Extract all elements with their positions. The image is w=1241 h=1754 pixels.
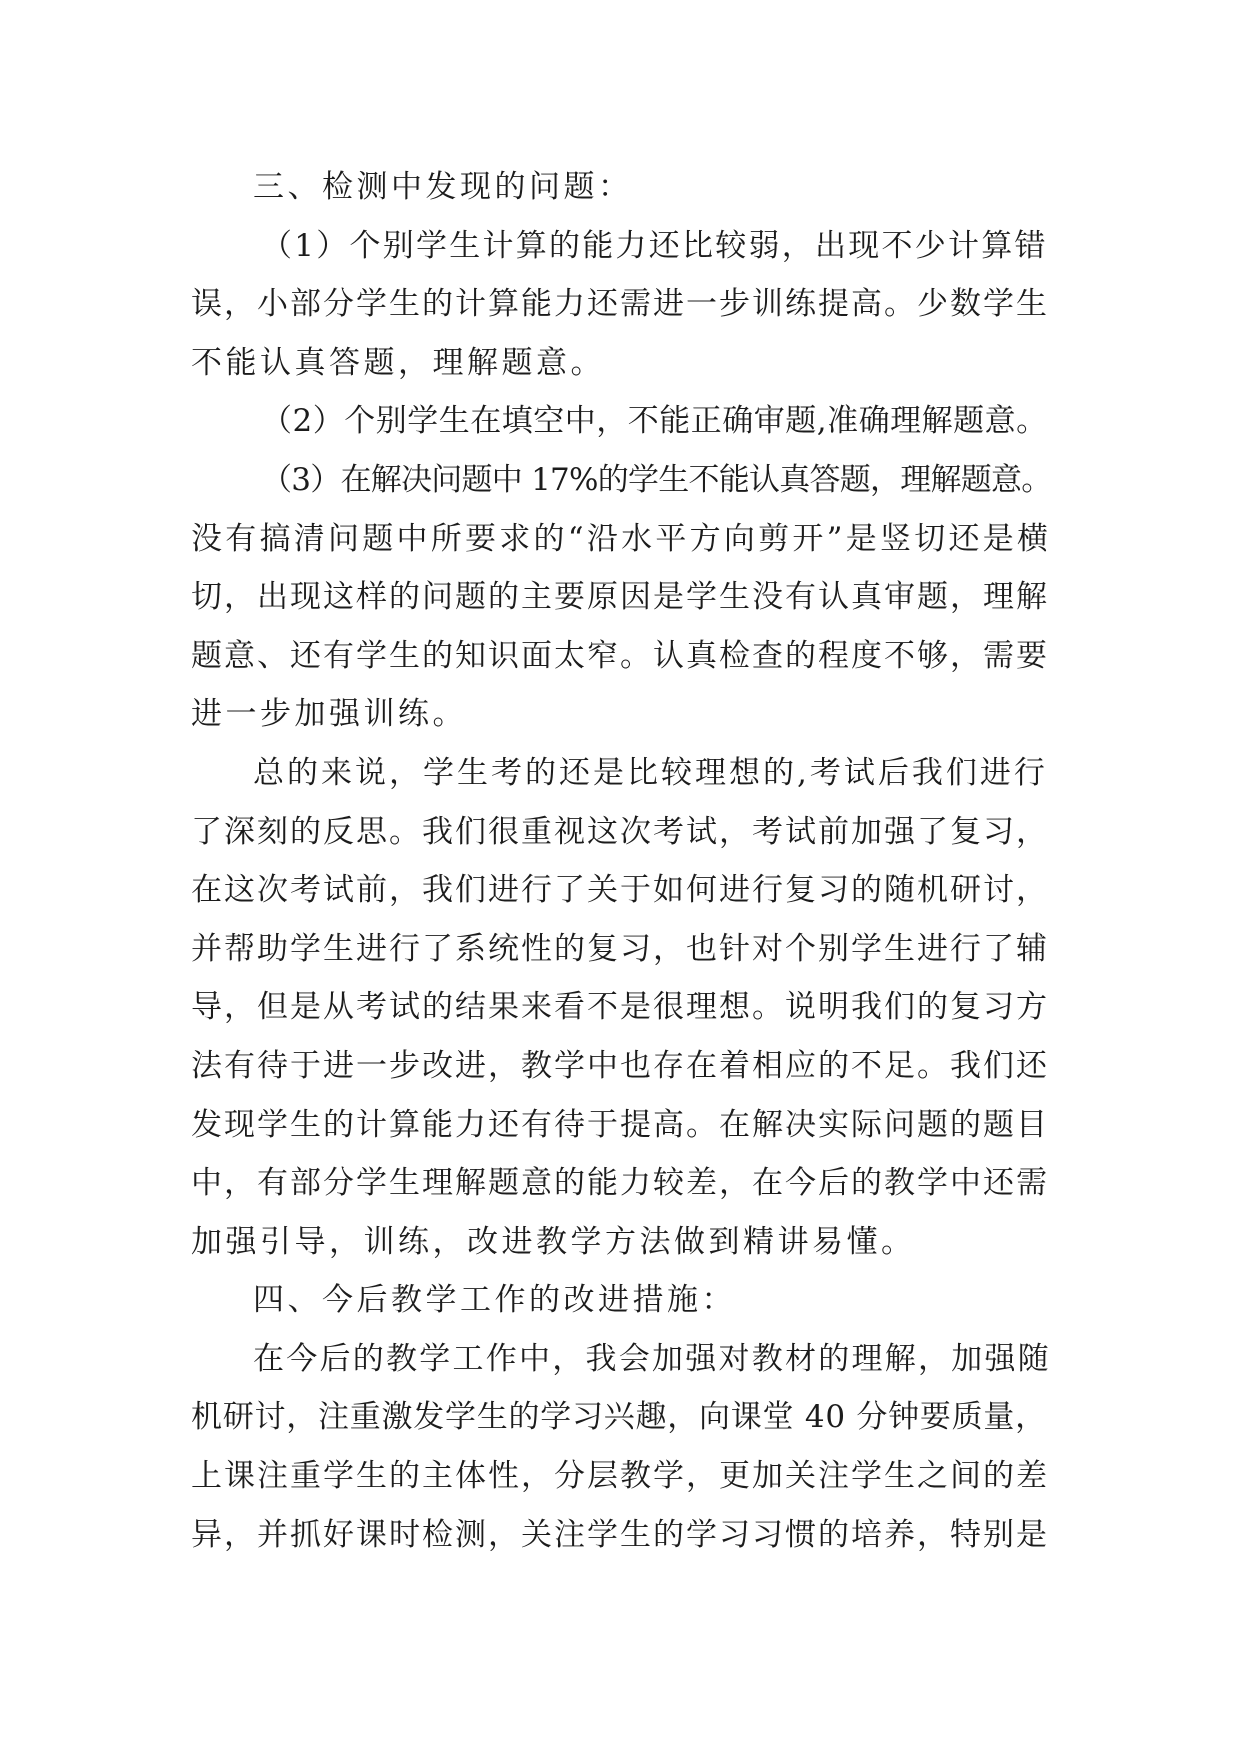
paragraph-line: 机研讨，注重激发学生的学习兴趣，向课堂 40 分钟要质量， — [191, 1399, 1047, 1436]
paragraph-line: 加强引导，训练，改进教学方法做到精讲易懂。 — [191, 1223, 916, 1260]
paragraph-line: 进一步加强训练。 — [191, 696, 467, 733]
paragraph-line: （2）个别学生在填空中，不能正确审题,准确理解题意。 — [261, 403, 1048, 440]
paragraph-line: （3）在解决问题中 17%的学生不能认真答题，理解题意。 — [261, 461, 1052, 498]
paragraph-line: 总的来说，学生考的还是比较理想的,考试后我们进行 — [253, 754, 1048, 791]
paragraph-line: 误，小部分学生的计算能力还需进一步训练提高。少数学生 — [191, 286, 1049, 323]
paragraph-line: 在今后的教学工作中，我会加强对教材的理解，加强随 — [253, 1340, 1051, 1377]
paragraph-line: 没有搞清问题中所要求的“沿水平方向剪开”是竖切还是横 — [191, 520, 1052, 557]
paragraph-line: 切，出现这样的问题的主要原因是学生没有认真审题，理解 — [191, 579, 1049, 616]
paragraph-line: 法有待于进一步改进，教学中也存在着相应的不足。我们还 — [191, 1047, 1049, 1084]
paragraph-line: 并帮助学生进行了系统性的复习，也针对个别学生进行了辅 — [191, 930, 1049, 967]
document-body — [191, 158, 1051, 1564]
paragraph-line: （1）个别学生计算的能力还比较弱，出现不少计算错 — [261, 227, 1048, 264]
paragraph-line: 题意、还有学生的知识面太窄。认真检查的程度不够，需要 — [191, 637, 1049, 674]
paragraph-line: 中，有部分学生理解题意的能力较差，在今后的教学中还需 — [191, 1165, 1049, 1202]
section-heading: 四、今后教学工作的改进措施： — [253, 1282, 736, 1319]
paragraph-line: 了深刻的反思。我们很重视这次考试，考试前加强了复习， — [191, 813, 1049, 850]
paragraph-line: 上课注重学生的主体性，分层教学，更加关注学生之间的差 — [191, 1458, 1049, 1495]
paragraph-line: 发现学生的计算能力还有待于提高。在解决实际问题的题目 — [191, 1106, 1049, 1143]
paragraph-line: 异，并抓好课时检测，关注学生的学习习惯的培养，特别是 — [191, 1516, 1049, 1553]
paragraph-line: 导，但是从考试的结果来看不是很理想。说明我们的复习方 — [191, 989, 1049, 1026]
paragraph-line: 在这次考试前，我们进行了关于如何进行复习的随机研讨， — [191, 872, 1049, 909]
section-heading: 三、检测中发现的问题： — [253, 169, 633, 205]
paragraph-line: 不能认真答题，理解题意。 — [191, 344, 605, 381]
